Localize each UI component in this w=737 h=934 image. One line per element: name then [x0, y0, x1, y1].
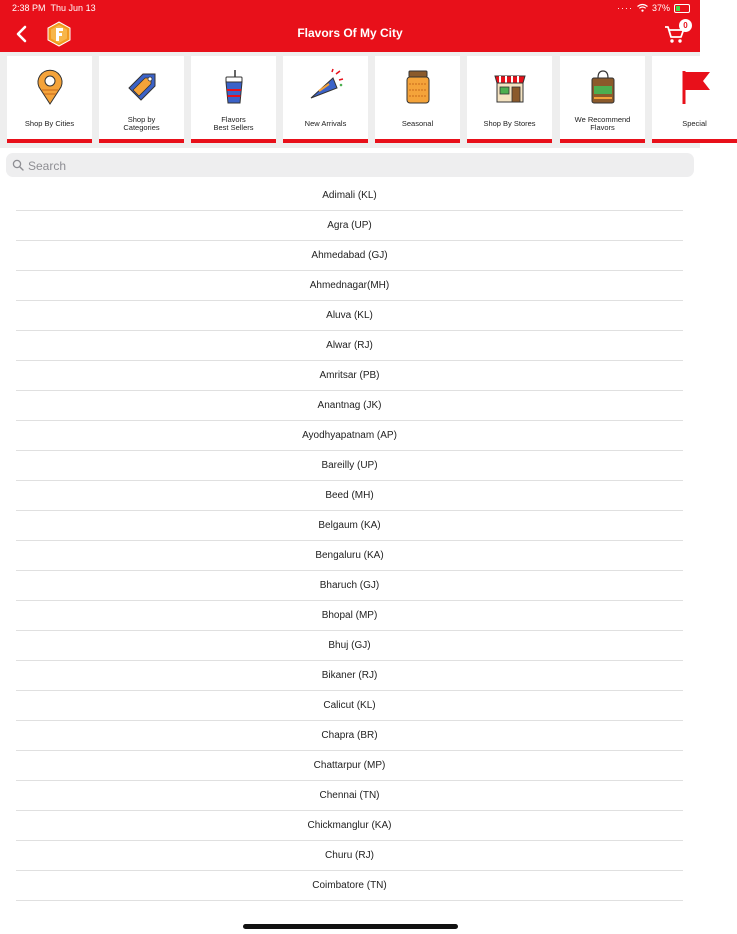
city-name: Chapra (BR)	[321, 730, 378, 741]
city-row[interactable]	[16, 691, 683, 721]
city-row[interactable]	[16, 331, 683, 361]
city-name: Agra (UP)	[327, 220, 372, 231]
search-icon	[12, 159, 24, 171]
city-row[interactable]	[16, 541, 683, 571]
city-name: Adimali (KL)	[322, 190, 377, 201]
shopping-bag-icon	[584, 68, 622, 106]
city-name: Anantnag (JK)	[317, 400, 382, 411]
nav-bar	[0, 16, 700, 52]
city-row[interactable]	[16, 601, 683, 631]
page-title: Flavors Of My City	[297, 26, 403, 40]
category-label: Shop by Categories	[123, 115, 160, 132]
search-bar[interactable]	[6, 153, 694, 177]
city-name: Bikaner (RJ)	[321, 670, 378, 681]
city-row[interactable]	[16, 571, 683, 601]
category-card-shop-by-categories[interactable]	[99, 56, 184, 143]
city-name: Beed (MH)	[325, 490, 374, 501]
map-pin-icon	[31, 68, 69, 106]
party-horn-icon	[307, 68, 345, 106]
city-name: Alwar (RJ)	[326, 340, 373, 351]
category-card-we-recommend[interactable]	[560, 56, 645, 143]
category-carousel[interactable]	[0, 52, 707, 148]
city-row[interactable]	[16, 871, 683, 901]
battery-percent: 37%	[651, 3, 670, 13]
city-name: Ahmedabad (GJ)	[311, 250, 388, 261]
cart-count-badge: 0	[679, 19, 692, 32]
city-row[interactable]	[16, 361, 683, 391]
city-name: Bhuj (GJ)	[328, 640, 371, 651]
storefront-icon	[491, 68, 529, 106]
city-row[interactable]	[16, 841, 683, 871]
status-clock: 2:38 PM	[12, 3, 46, 13]
city-name: Bengaluru (KA)	[315, 550, 384, 561]
category-card-best-sellers[interactable]	[191, 56, 276, 143]
city-name: Ahmednagar(MH)	[309, 280, 390, 291]
category-label: Flavors Best Sellers	[213, 115, 254, 132]
city-list[interactable]	[16, 181, 683, 901]
city-name: Amritsar (PB)	[319, 370, 380, 381]
city-row[interactable]	[16, 781, 683, 811]
city-name: Coimbatore (TN)	[312, 880, 387, 891]
city-name: Bhopal (MP)	[321, 610, 378, 621]
city-name: Bareilly (UP)	[321, 460, 378, 471]
price-tags-icon	[123, 68, 161, 106]
category-card-shop-by-cities[interactable]	[7, 56, 92, 143]
city-row[interactable]	[16, 481, 683, 511]
cellular-dots-icon: ····	[616, 3, 633, 13]
category-card-special[interactable]	[652, 56, 737, 143]
city-row[interactable]	[16, 211, 683, 241]
city-row[interactable]	[16, 241, 683, 271]
city-row[interactable]	[16, 751, 683, 781]
wifi-icon	[637, 4, 648, 12]
city-name: Chennai (TN)	[319, 790, 380, 801]
shake-cup-icon	[215, 68, 253, 106]
city-row[interactable]	[16, 301, 683, 331]
flag-icon	[676, 68, 714, 106]
category-label: New Arrivals	[304, 119, 347, 128]
city-row[interactable]	[16, 661, 683, 691]
category-label: Seasonal	[401, 119, 434, 128]
jar-icon	[399, 68, 437, 106]
city-name: Calicut (KL)	[323, 700, 376, 711]
city-row[interactable]	[16, 721, 683, 751]
city-name: Belgaum (KA)	[318, 520, 381, 531]
category-card-shop-by-stores[interactable]	[467, 56, 552, 143]
city-row[interactable]	[16, 391, 683, 421]
search-input[interactable]	[26, 155, 680, 177]
category-card-seasonal[interactable]	[375, 56, 460, 143]
status-indicators	[617, 3, 690, 13]
city-name: Churu (RJ)	[325, 850, 374, 861]
battery-icon	[674, 4, 690, 13]
city-row[interactable]	[16, 271, 683, 301]
city-name: Bharuch (GJ)	[319, 580, 380, 591]
category-label: Shop By Stores	[483, 119, 536, 128]
status-bar	[0, 0, 700, 16]
city-name: Ayodhyapatnam (AP)	[302, 430, 397, 441]
city-row[interactable]	[16, 631, 683, 661]
category-label: Shop By Cities	[24, 119, 75, 128]
city-name: Chattarpur (MP)	[313, 760, 386, 771]
city-row[interactable]	[16, 511, 683, 541]
city-name: Aluva (KL)	[326, 310, 373, 321]
status-date: Thu Jun 13	[50, 3, 96, 13]
status-time	[12, 3, 96, 13]
category-label: We Recommend Flavors	[574, 115, 631, 132]
city-row[interactable]	[16, 181, 683, 211]
city-name: Chickmanglur (KA)	[307, 820, 392, 831]
city-row[interactable]	[16, 451, 683, 481]
city-row[interactable]	[16, 811, 683, 841]
battery-level	[676, 6, 680, 11]
category-card-new-arrivals[interactable]	[283, 56, 368, 143]
city-row[interactable]	[16, 421, 683, 451]
home-indicator	[243, 924, 458, 929]
category-label: Special	[682, 119, 707, 128]
